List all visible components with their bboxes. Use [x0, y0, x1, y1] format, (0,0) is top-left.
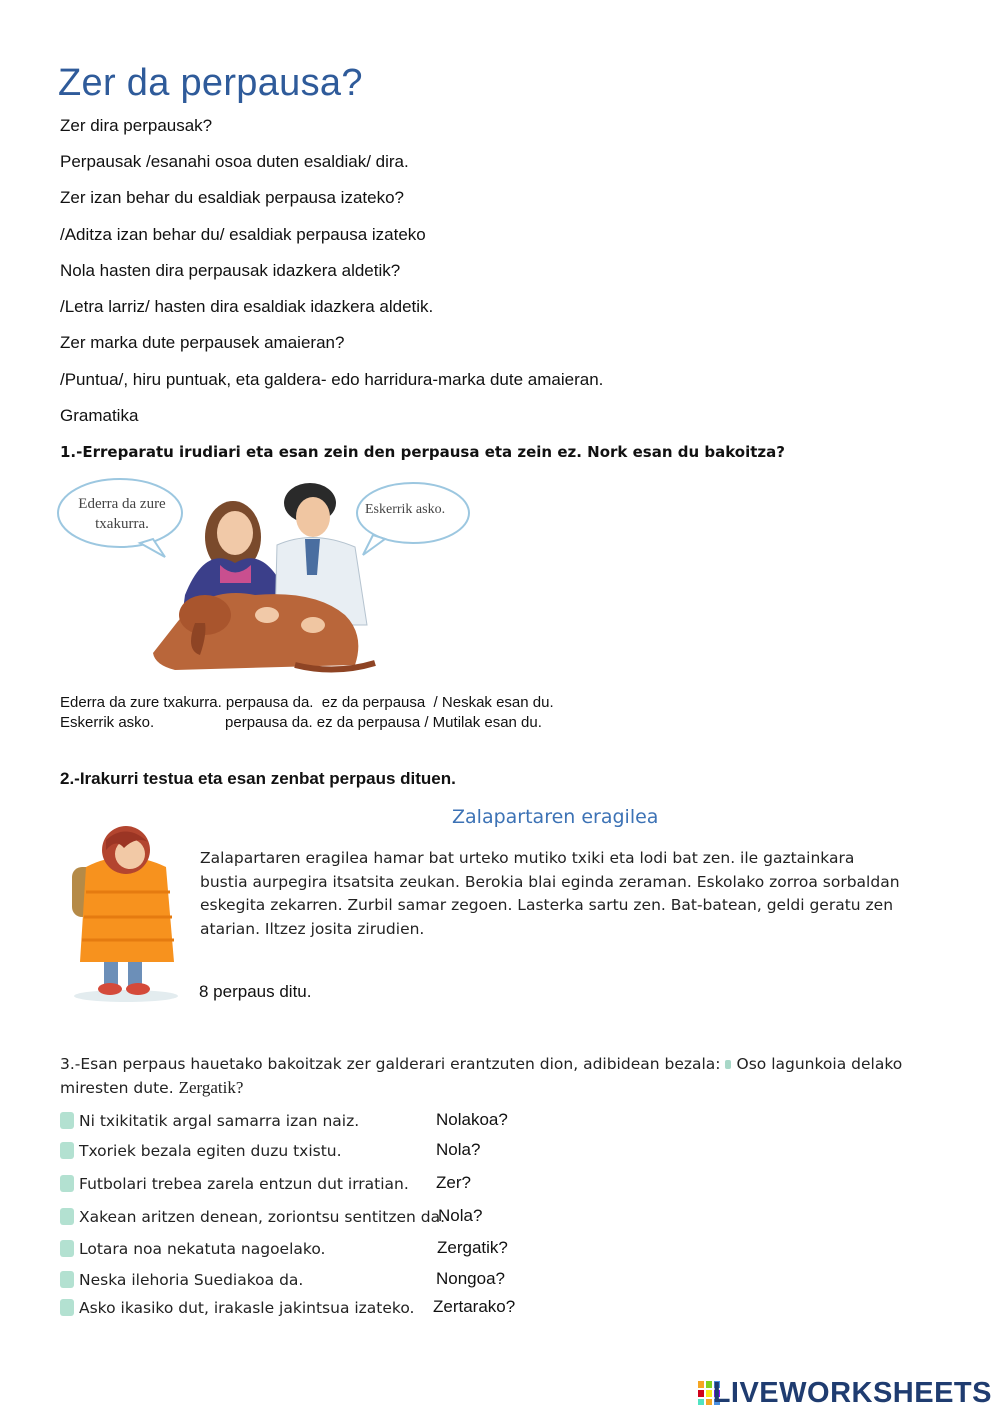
bullet-icon	[60, 1175, 74, 1192]
intro-line: /Aditza izan behar du/ esaldiak perpausa izateko	[60, 225, 426, 244]
item-sentence: Lotara noa nekatuta nagoelako.	[79, 1240, 326, 1258]
exercise1-answer-line: Ederra da zure txakurra. perpausa da. ez da perpausa / Neskak esan du.	[60, 694, 554, 711]
exercise3-item	[60, 1297, 580, 1321]
intro-line: /Letra larriz/ hasten dira esaldiak idazkera aldetik.	[60, 297, 434, 316]
item-answer[interactable]: Zertarako?	[433, 1297, 516, 1316]
intro-line: Nola hasten dira perpausak idazkera aldetik?	[60, 261, 401, 280]
example-answer: Zergatik?	[178, 1078, 244, 1097]
speech-bubble-left: Ederra da zure txakurra.	[78, 496, 166, 532]
boy-illustration	[66, 822, 186, 1002]
bullet-icon	[60, 1112, 74, 1129]
item-sentence: Neska ilehoria Suediakoa da.	[79, 1271, 304, 1289]
speech-bubble-right: Eskerrik asko.	[365, 502, 446, 517]
exercise3-item	[60, 1110, 580, 1134]
item-answer[interactable]: Nola?	[438, 1206, 483, 1225]
section-heading: Gramatika	[60, 406, 139, 425]
item-sentence: Xakean aritzen denean, zoriontsu sentitzen da.	[79, 1208, 446, 1226]
bullet-icon	[60, 1299, 74, 1316]
intro-line: /Puntua/, hiru puntuak, eta galdera- edo harridura-marka dute amaieran.	[60, 370, 604, 389]
item-answer[interactable]: Nolakoa?	[436, 1110, 508, 1129]
intro-line: Perpausak /esanahi osoa duten esaldiak/ dira.	[60, 152, 409, 171]
exercise1-question: 1.-Erreparatu irudiari eta esan zein den perpausa eta zein ez. Nork esan du bakoitza?	[60, 443, 785, 461]
intro-line: Zer dira perpausak?	[60, 116, 213, 135]
item-answer[interactable]: Nongoa?	[436, 1269, 506, 1288]
item-sentence: Ni txikitatik argal samarra izan naiz.	[79, 1112, 360, 1130]
exercise3-item	[60, 1140, 580, 1164]
item-answer[interactable]: Nola?	[436, 1140, 481, 1159]
exercise3-item	[60, 1238, 580, 1262]
item-answer[interactable]: Zergatik?	[437, 1238, 508, 1257]
exercise2-answer: 8 perpaus ditu.	[199, 982, 312, 1001]
exercise3-item	[60, 1173, 580, 1197]
bullet-icon	[60, 1271, 74, 1288]
story-text: Zalapartaren eragilea hamar bat urteko mutiko txiki eta lodi bat zen. ile gaztainkara bustia aurpegira itsatsita zeukan. Berokia blai eginda zeraman. Eskolako zorroa sorbaldan eskegita zekarren. Zurbil samar zegoen. Lasterka sartu zen. Bat-batean, geldi geratu zen atarian. Iltzez josita zirudien.	[200, 849, 900, 938]
exercise3-item	[60, 1206, 580, 1230]
item-sentence: Asko ikasiko dut, irakasle jakintsua izateko.	[79, 1299, 415, 1317]
story-title: Zalapartaren eragilea	[452, 806, 659, 828]
exercise3-question-text: 3.-Esan perpaus hauetako bakoitzak zer galderari erantzuten dion, adibidean bezala:	[60, 1055, 721, 1073]
exercise3-question	[60, 1053, 920, 1100]
intro-line: Zer marka dute perpausek amaieran?	[60, 333, 345, 352]
bullet-icon	[60, 1240, 74, 1257]
bullet-icon	[60, 1142, 74, 1159]
exercise3-item	[60, 1269, 580, 1293]
intro-line: Zer izan behar du esaldiak perpausa izateko?	[60, 188, 404, 207]
bullet-icon	[60, 1208, 74, 1225]
liveworksheets-logo[interactable]: LIVEWORKSHEETS	[712, 1377, 992, 1409]
page-title: Zer da perpausa?	[58, 62, 363, 104]
item-answer[interactable]: Zer?	[436, 1173, 471, 1192]
example-sentence: Oso lagunkoia delako miresten dute.	[60, 1055, 903, 1097]
exercise1-answer-line: Eskerrik asko. perpausa da. ez da perpausa / Mutilak esan du.	[60, 714, 542, 731]
item-sentence: Txoriek bezala egiten duzu txistu.	[79, 1142, 342, 1160]
bullet-icon	[725, 1060, 731, 1069]
item-sentence: Futbolari trebea zarela entzun dut irratian.	[79, 1175, 409, 1193]
exercise2-question: 2.-Irakurri testua eta esan zenbat perpaus dituen.	[60, 769, 456, 788]
